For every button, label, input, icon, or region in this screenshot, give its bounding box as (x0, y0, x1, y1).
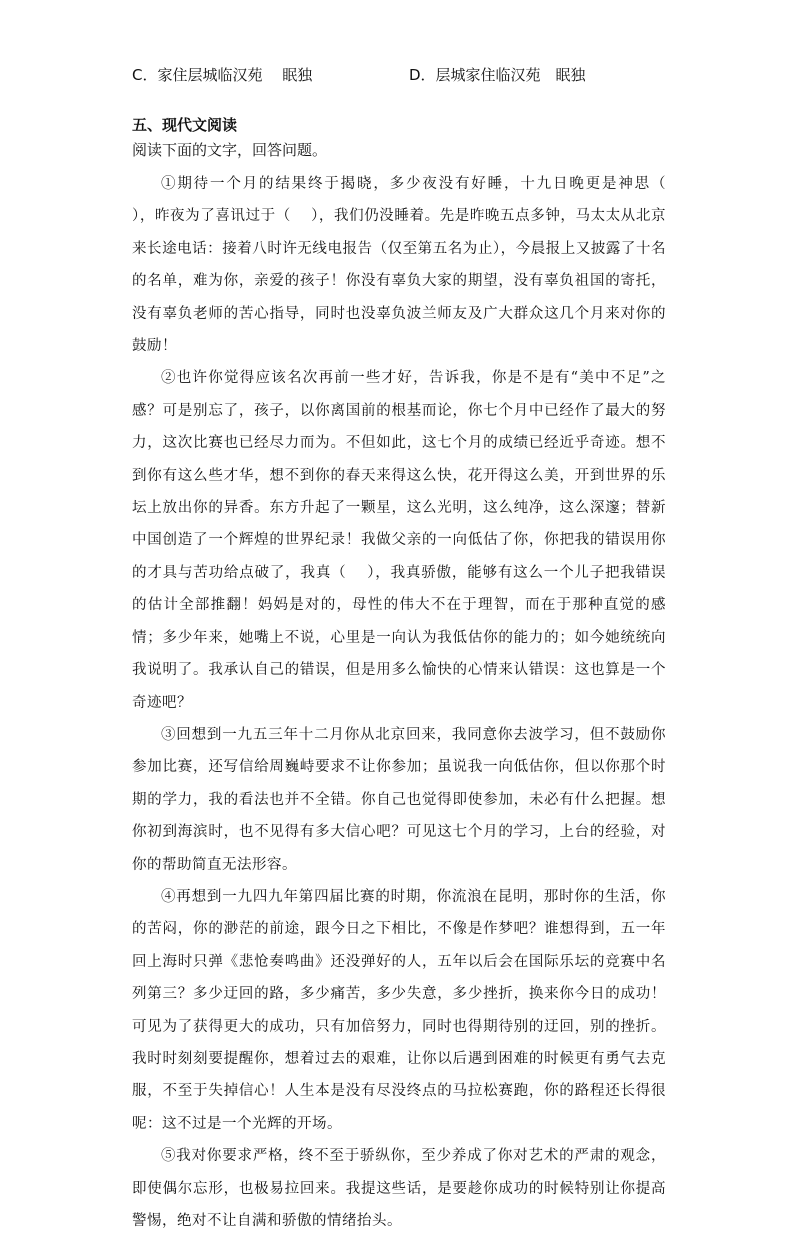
section-instruction: 阅读下面的文字，回答问题。 (132, 141, 328, 159)
paragraph-1: ①期待一个月的结果终于揭晓，多少夜没有好睡，十九日晚更是神思（ ），昨夜为了喜讯过于（ ），我们仍没睡着。先是昨晚五点多钟，马太太从北京来长途电话：接着八时许无线电报告（仅至第五名为止），今晨报上又披露了十名的名单，难为你，亲爱的孩子！你没有辜负大家的期望，没有辜负祖国的寄托，没有辜负老师的苦心指导，同时也没辜负波兰师友及广大群众这几个月来对你的鼓励！ (132, 176, 687, 355)
paragraph-4: ④再想到一九四九年第四届比赛的时期，你流浪在昆明，那时你的生活，你的苦闷，你的渺茫的前途，跟今日之下相比，不像是作梦吧？谁想得到，五一年回上海时只弹《悲怆奏鸣曲》还没弹好的人，五年以后会在国际乐坛的竞赛中名列第三？多少迂回的路，多少痛苦，多少失意，多少挫折，换来你今日的成功！可见为了获得更大的成功，只有加倍努力，同时也得期待别的迂回，别的挫折。我时时刻刻要提醒你，想着过去的艰难，让你以后遇到困难的时候更有勇气去克服，不至于失掉信心！人生本是没有尽没终点的马拉松赛跑，你的路程还长得很呢：这不过是一个光辉的开场。 (132, 888, 666, 1132)
paragraph-2: ②也许你觉得应该名次再前一些才好，告诉我，你是不是有“美中不足”之感？可是别忘了，孩子，以你离国前的根基而论，你七个月中已经作了最大的努力，这次比赛也已经尽力而为。不但如此，这七个月的成绩已经近乎奇迹。想不到你有这么些才华，想不到你的春天来得这么快，花开得这么美，开到世界的乐坛上放出你的异香。东方升起了一颗星，这么光明，这么纯净，这么深邃；替新中国创造了一个辉煌的世界纪录！我做父亲的一向低估了你，你把我的错误用你的才具与苦功给点破了，我真（ ），我真骄傲，能够有这么一个儿子把我错误的估计全部推翻！妈妈是对的，母性的伟大不在于理智，而在于那种直觉的感情；多少年来，她嘴上不说，心里是一向认为我低估你的能力的；如今她统统向我说明了。我承认自己的错误，但是用多么愉快的心情来认错误：这也算是一个奇迹吧？ (132, 370, 666, 711)
section-heading: 五、现代文阅读 (132, 116, 238, 134)
reading-passage (132, 168, 687, 1237)
answer-options (132, 64, 692, 90)
option-c: C．家住层城临汉苑 眠独 (132, 66, 313, 84)
paragraph-5: ⑤我对你要求严格，终不至于骄纵你，至少养成了你对艺术的严肃的观念，即使偶尔忘形，也极易拉回来。我提这些话，是要趁你成功的时候特别让你提高警惕，绝对不让自满和骄傲的情绪抬头。 (132, 1148, 666, 1229)
option-d: D．层城家住临汉苑 眠独 (409, 66, 586, 84)
paragraph-3: ③回想到一九五三年十二月你从北京回来，我同意你去波学习，但不鼓励你参加比赛，还写信给周巍峙要求不让你参加；虽说我一向低估你，但以你那个时期的学力，我的看法也并不全错。你自己也觉得即使参加，未必有什么把握。想你初到海滨时，也不见得有多大信心吧？可见这七个月的学习，上台的经验，对你的帮助简直无法形容。 (132, 726, 666, 873)
